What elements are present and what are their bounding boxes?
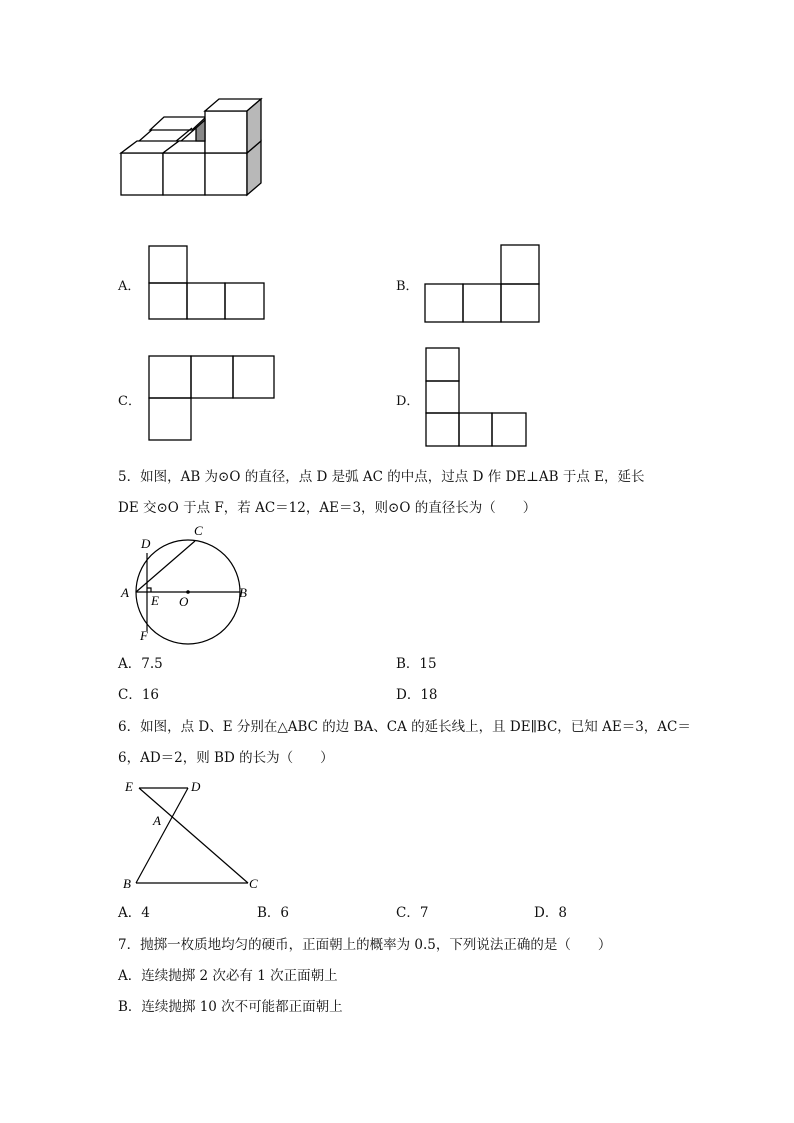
q6-option-b: B．6 [257, 905, 290, 921]
q7-stem: 7．抛掷一枚质地均匀的硬币，正面朝上的概率为 0.5，下列说法正确的是（ ） [118, 937, 612, 953]
q6-label-a: A [153, 813, 161, 828]
option-c-net-figure [148, 354, 278, 442]
q7-option-b: B．连续抛掷 10 次不可能都正面朝上 [118, 999, 343, 1015]
q5-circle-figure [115, 520, 260, 645]
option-d-letter: D． [396, 394, 420, 409]
q7-option-a: A．连续抛掷 2 次必有 1 次正面朝上 [118, 968, 338, 984]
q6-label-c: C [249, 876, 258, 891]
q6-stem-line1: 6．如图，点 D、E 分别在△ABC 的边 BA、CA 的延长线上，且 DE∥BC，已知 AE＝3，AC＝ [118, 719, 691, 735]
q6-triangle-figure [115, 775, 275, 895]
q5-label-f: F [140, 628, 148, 643]
option-b-letter: B． [396, 279, 419, 294]
q5-stem-line2: DE 交⊙O 于点 F，若 AC＝12，AE＝3，则⊙O 的直径长为（ ） [118, 500, 537, 516]
q6-label-d: D [191, 779, 201, 794]
q6-label-b: B [123, 876, 131, 891]
q5-option-a: A．7.5 [118, 656, 163, 672]
q5-label-b: B [239, 585, 247, 600]
option-b-net-figure [424, 244, 544, 326]
q6-label-e: E [125, 779, 133, 794]
q6-option-c: C．7 [396, 905, 429, 921]
option-a-letter: A． [118, 279, 141, 294]
q6-option-a: A．4 [118, 905, 150, 921]
q5-stem-line1: 5．如图，AB 为⊙O 的直径，点 D 是弧 AC 的中点，过点 D 作 DE⊥AB 于点 E，延长 [118, 469, 645, 485]
q5-label-d: D [141, 536, 151, 551]
q5-option-b: B．15 [396, 656, 437, 672]
q5-option-c: C．16 [118, 687, 160, 703]
cube-solid-figure [110, 95, 270, 200]
q6-stem-line2: 6，AD＝2，则 BD 的长为（ ） [118, 750, 334, 766]
option-c-letter: C． [118, 394, 141, 409]
q5-label-e: E [151, 593, 159, 608]
q5-label-c: C [194, 523, 203, 538]
q5-option-d: D．18 [396, 687, 438, 703]
q5-label-a: A [121, 585, 129, 600]
q5-label-o: O [179, 594, 189, 609]
option-d-net-figure [424, 347, 530, 449]
q6-option-d: D．8 [534, 905, 567, 921]
option-a-net-figure [148, 245, 268, 321]
